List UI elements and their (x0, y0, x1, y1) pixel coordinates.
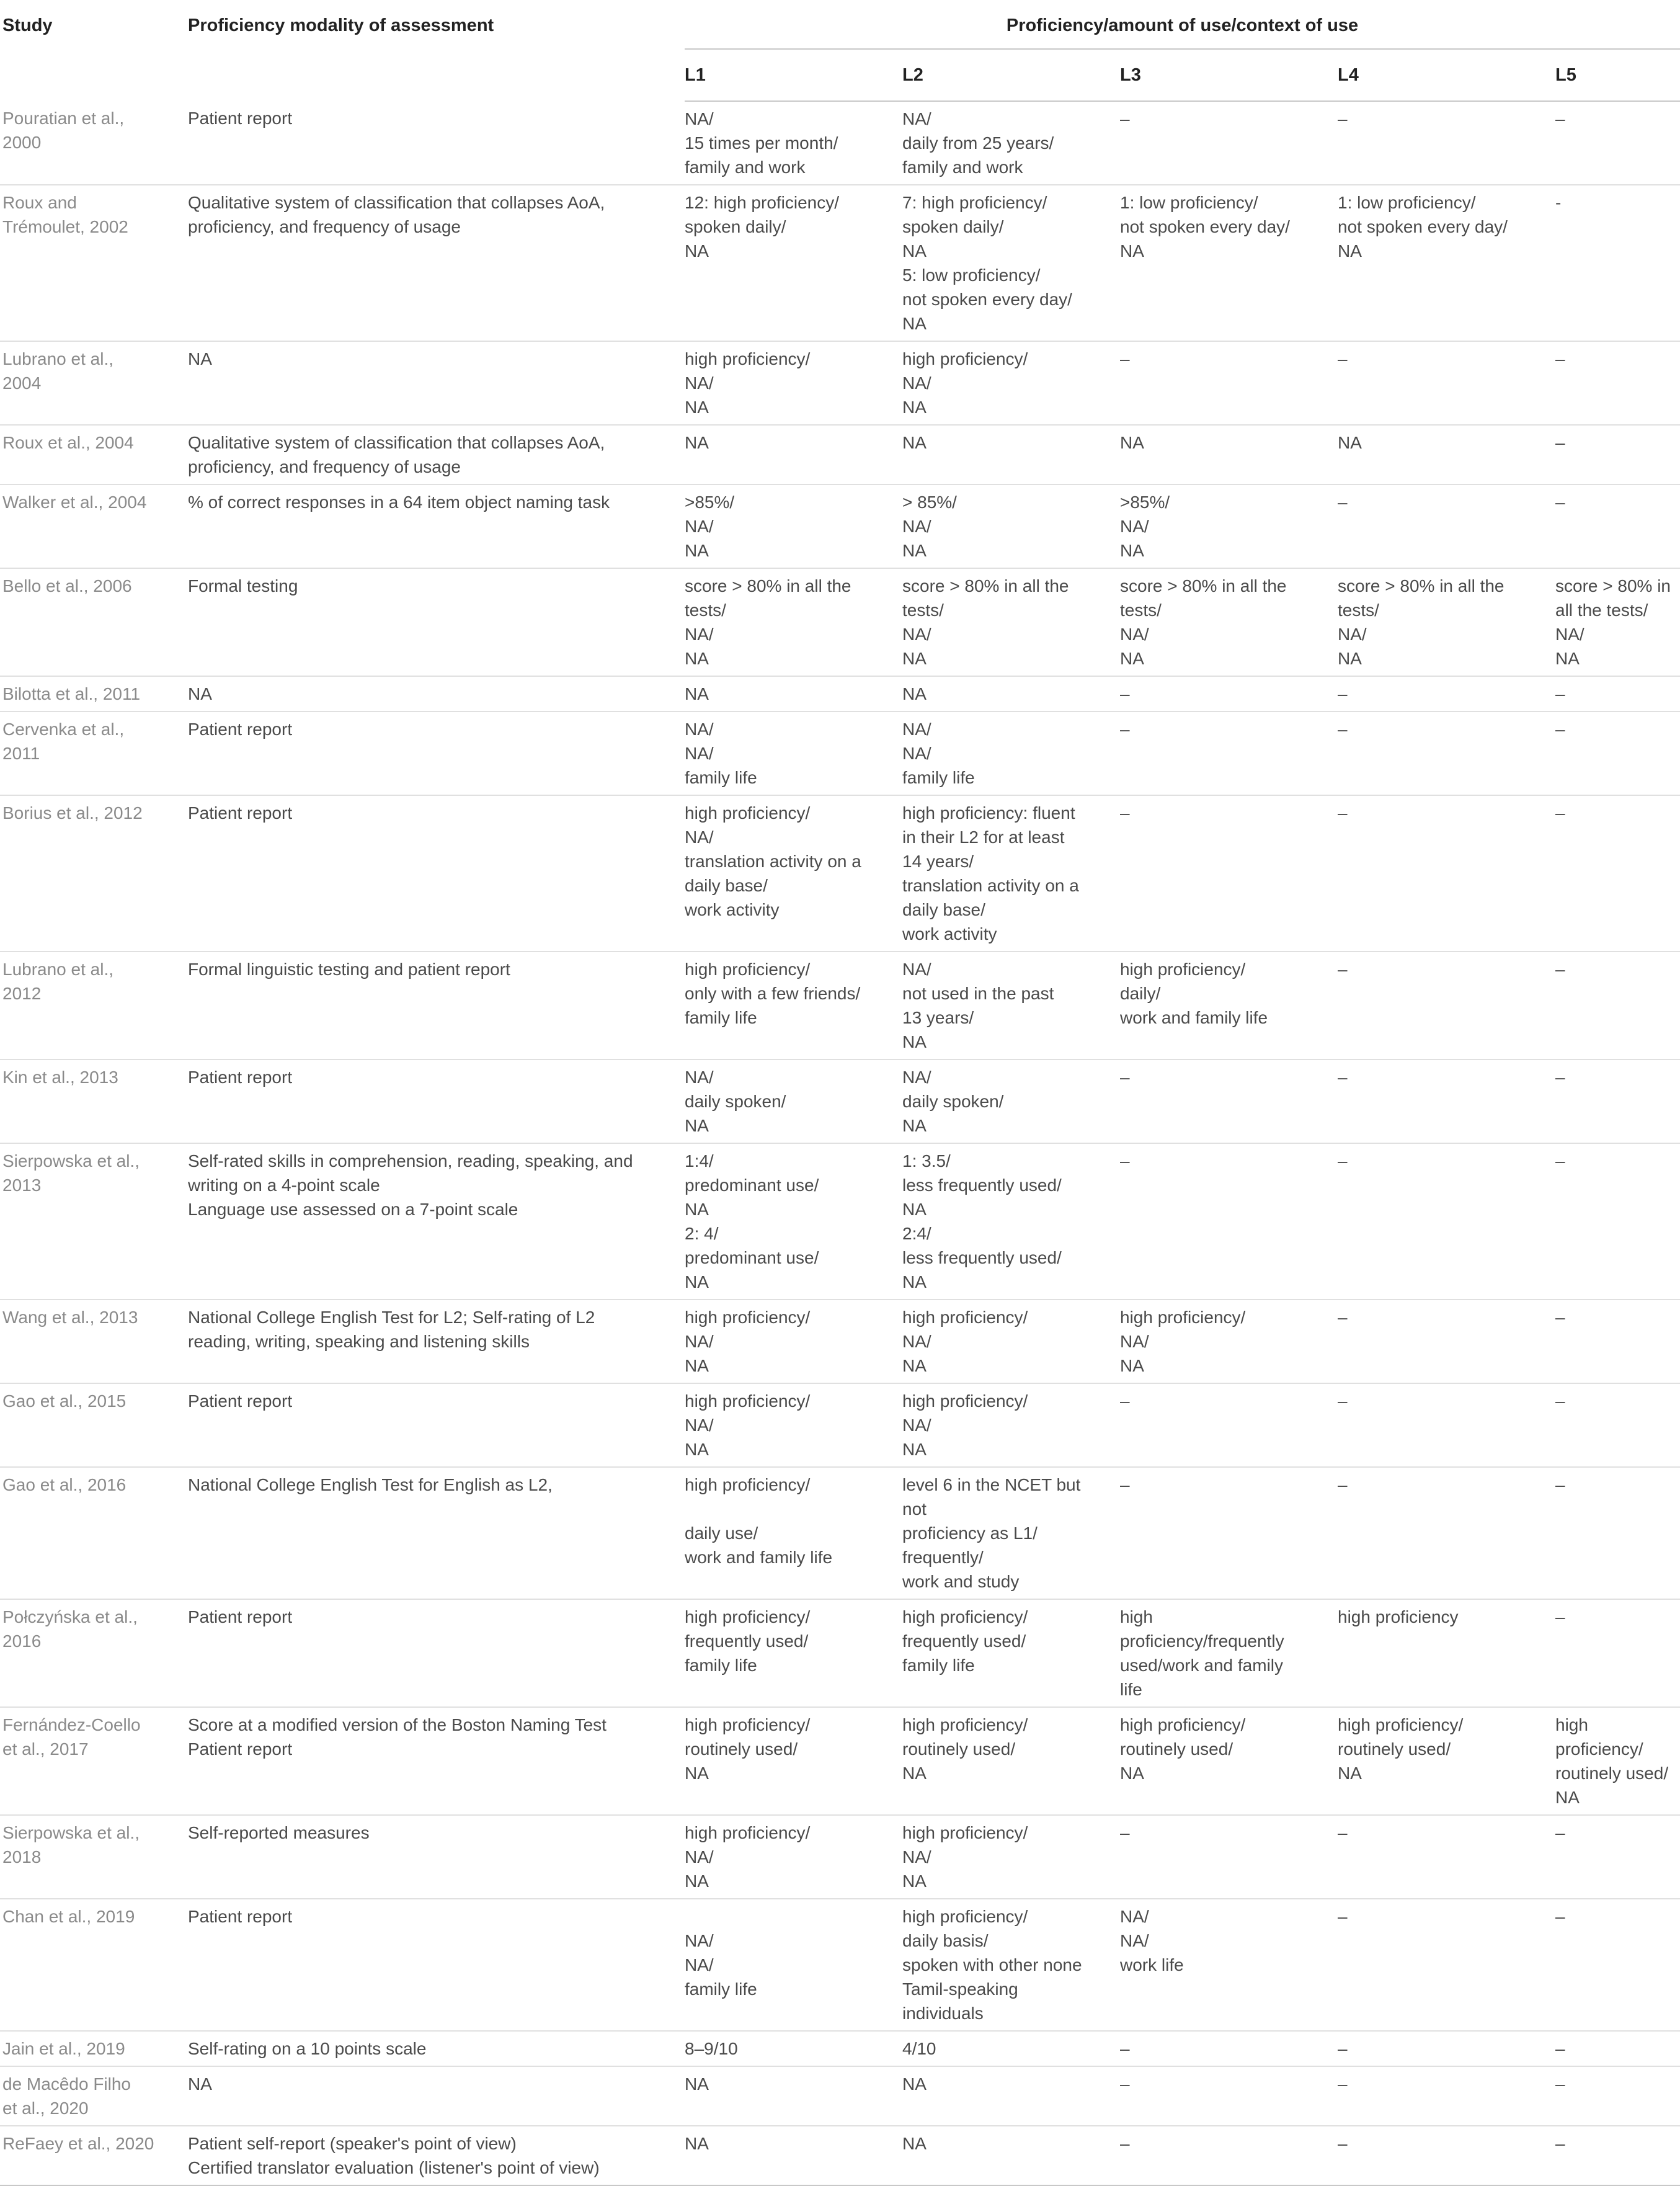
table-row (0, 1060, 1680, 1143)
l2-cell: NA (902, 676, 1120, 712)
l4-cell: – (1338, 341, 1555, 425)
l3-cell: >85%/ NA/ NA (1120, 484, 1338, 568)
l3-cell: – (1120, 2126, 1338, 2185)
header-modality: Proficiency modality of assessment (188, 16, 494, 35)
l4-cell: high proficiency (1338, 1599, 1555, 1707)
l1-cell: score > 80% in all the tests/ NA/ NA (685, 568, 902, 676)
l4-cell: – (1338, 952, 1555, 1060)
modality-cell: Patient report (188, 1899, 685, 2031)
table-row (0, 1599, 1680, 1707)
study-cell: ReFaey et al., 2020 (0, 2126, 188, 2185)
l5-cell: – (1555, 1060, 1680, 1143)
l4-cell: high proficiency/ routinely used/ NA (1338, 1707, 1555, 1815)
l3-cell: – (1120, 2066, 1338, 2126)
table-row (0, 795, 1680, 952)
l2-cell: NA (902, 425, 1120, 484)
l3-cell: score > 80% in all the tests/ NA/ NA (1120, 568, 1338, 676)
study-cell: Jain et al., 2019 (0, 2031, 188, 2066)
l2-cell: > 85%/ NA/ NA (902, 484, 1120, 568)
l2-cell: 7: high proficiency/ spoken daily/ NA 5: low proficiency/ not spoken every day/ NA (902, 185, 1120, 341)
modality-cell: NA (188, 676, 685, 712)
modality-cell: Self-reported measures (188, 1815, 685, 1899)
l1-cell: NA/ daily spoken/ NA (685, 1060, 902, 1143)
l1-cell: high proficiency/ NA/ translation activity on a daily base/ work activity (685, 795, 902, 952)
l3-cell: – (1120, 1467, 1338, 1599)
l1-cell: high proficiency/ NA/ NA (685, 1815, 902, 1899)
l2-cell: high proficiency/ daily basis/ spoken with other none Tamil-speaking individuals (902, 1899, 1120, 2031)
l1-cell: NA (685, 2066, 902, 2126)
l1-cell: NA/ 15 times per month/ family and work (685, 101, 902, 185)
l1-cell: NA (685, 425, 902, 484)
l3-cell: – (1120, 1060, 1338, 1143)
l2-cell: score > 80% in all the tests/ NA/ NA (902, 568, 1120, 676)
study-cell: Roux et al., 2004 (0, 425, 188, 484)
l5-cell: – (1555, 1815, 1680, 1899)
l2-cell: high proficiency/ NA/ NA (902, 1815, 1120, 1899)
study-cell: Gao et al., 2015 (0, 1383, 188, 1467)
study-cell: Fernández-Coello et al., 2017 (0, 1707, 188, 1815)
study-cell: Borius et al., 2012 (0, 795, 188, 952)
l1-cell: NA/ NA/ family life (685, 1899, 902, 2031)
l3-cell: high proficiency/frequently used/work and family life (1120, 1599, 1338, 1707)
l2-cell: high proficiency/ NA/ NA (902, 1300, 1120, 1383)
table-row (0, 676, 1680, 712)
l4-cell: – (1338, 795, 1555, 952)
table-row (0, 1300, 1680, 1383)
l3-cell: high proficiency/ NA/ NA (1120, 1300, 1338, 1383)
l5-cell: – (1555, 101, 1680, 185)
l4-cell: – (1338, 712, 1555, 795)
l3-cell: high proficiency/ routinely used/ NA (1120, 1707, 1338, 1815)
l4-cell: – (1338, 1467, 1555, 1599)
study-cell: Pouratian et al., 2000 (0, 101, 188, 185)
study-cell: Lubrano et al., 2004 (0, 341, 188, 425)
l3-cell: – (1120, 1383, 1338, 1467)
study-cell: Wang et al., 2013 (0, 1300, 188, 1383)
l4-cell: – (1338, 2126, 1555, 2185)
table-row (0, 2126, 1680, 2185)
modality-cell: Qualitative system of classification that collapses AoA, proficiency, and frequency of usage (188, 185, 685, 341)
l5-cell: – (1555, 2126, 1680, 2185)
l4-cell: – (1338, 1383, 1555, 1467)
l3-cell: 1: low proficiency/ not spoken every day/ NA (1120, 185, 1338, 341)
l1-cell: high proficiency/ NA/ NA (685, 1383, 902, 1467)
study-cell: de Macêdo Filho et al., 2020 (0, 2066, 188, 2126)
l1-cell: 8–9/10 (685, 2031, 902, 2066)
l2-cell: level 6 in the NCET but not proficiency as L1/ frequently/ work and study (902, 1467, 1120, 1599)
table-row (0, 185, 1680, 341)
study-cell: Lubrano et al., 2012 (0, 952, 188, 1060)
l3-cell: – (1120, 1143, 1338, 1300)
table-row (0, 1815, 1680, 1899)
l5-cell: – (1555, 484, 1680, 568)
l4-cell: – (1338, 1143, 1555, 1300)
l4-cell: – (1338, 676, 1555, 712)
l4-cell: 1: low proficiency/ not spoken every day/ NA (1338, 185, 1555, 341)
table-row (0, 568, 1680, 676)
study-cell: Kin et al., 2013 (0, 1060, 188, 1143)
l4-cell: NA (1338, 425, 1555, 484)
modality-cell: Patient report (188, 795, 685, 952)
l2-cell: high proficiency: fluent in their L2 for at least 14 years/ translation activity on a daily base/ work activity (902, 795, 1120, 952)
l4-cell: – (1338, 1060, 1555, 1143)
modality-cell: NA (188, 2066, 685, 2126)
l2-cell: 4/10 (902, 2031, 1120, 2066)
table-header (0, 4, 1680, 101)
study-cell: Walker et al., 2004 (0, 484, 188, 568)
header-l4: L4 (1338, 49, 1555, 101)
study-cell: Gao et al., 2016 (0, 1467, 188, 1599)
study-cell: Cervenka et al., 2011 (0, 712, 188, 795)
modality-cell: National College English Test for English as L2, (188, 1467, 685, 1599)
l1-cell: >85%/ NA/ NA (685, 484, 902, 568)
proficiency-table (0, 4, 1680, 2186)
l5-cell: – (1555, 425, 1680, 484)
table-row (0, 484, 1680, 568)
l4-cell: – (1338, 1899, 1555, 2031)
header-l5: L5 (1555, 49, 1680, 101)
header-proficiency-group: Proficiency/amount of use/context of use (685, 4, 1680, 49)
table-row (0, 1707, 1680, 1815)
l2-cell: NA/ daily from 25 years/ family and work (902, 101, 1120, 185)
table-row (0, 712, 1680, 795)
l3-cell: – (1120, 795, 1338, 952)
modality-cell: Patient report (188, 101, 685, 185)
l5-cell: – (1555, 1899, 1680, 2031)
l2-cell: 1: 3.5/ less frequently used/ NA 2:4/ less frequently used/ NA (902, 1143, 1120, 1300)
l5-cell: – (1555, 1383, 1680, 1467)
l3-cell: NA (1120, 425, 1338, 484)
l1-cell: NA (685, 676, 902, 712)
l3-cell: – (1120, 2031, 1338, 2066)
l3-cell: high proficiency/ daily/ work and family life (1120, 952, 1338, 1060)
table-row (0, 952, 1680, 1060)
l5-cell: – (1555, 1467, 1680, 1599)
table-row (0, 425, 1680, 484)
l3-cell: – (1120, 101, 1338, 185)
table-row (0, 2066, 1680, 2126)
l4-cell: – (1338, 1300, 1555, 1383)
table-row (0, 1383, 1680, 1467)
l5-cell: – (1555, 712, 1680, 795)
l1-cell: 1:4/ predominant use/ NA 2: 4/ predominant use/ NA (685, 1143, 902, 1300)
modality-cell: Formal testing (188, 568, 685, 676)
l2-cell: NA (902, 2066, 1120, 2126)
l2-cell: NA/ NA/ family life (902, 712, 1120, 795)
modality-cell: Patient report (188, 1599, 685, 1707)
header-l1: L1 (685, 49, 902, 101)
l5-cell: – (1555, 952, 1680, 1060)
l4-cell: – (1338, 2066, 1555, 2126)
l1-cell: high proficiency/ daily use/ work and family life (685, 1467, 902, 1599)
modality-cell: National College English Test for L2; Self-rating of L2 reading, writing, speaking and listening skills (188, 1300, 685, 1383)
table-row (0, 1899, 1680, 2031)
l1-cell: NA (685, 2126, 902, 2185)
l2-cell: NA/ daily spoken/ NA (902, 1060, 1120, 1143)
l5-cell: – (1555, 795, 1680, 952)
l1-cell: high proficiency/ NA/ NA (685, 341, 902, 425)
l4-cell: – (1338, 101, 1555, 185)
l1-cell: high proficiency/ routinely used/ NA (685, 1707, 902, 1815)
l1-cell: high proficiency/ frequently used/ family life (685, 1599, 902, 1707)
modality-cell: Patient report (188, 1383, 685, 1467)
table-row (0, 1467, 1680, 1599)
l3-cell: – (1120, 712, 1338, 795)
l5-cell: – (1555, 341, 1680, 425)
l5-cell: – (1555, 1300, 1680, 1383)
l4-cell: score > 80% in all the tests/ NA/ NA (1338, 568, 1555, 676)
study-cell: Bilotta et al., 2011 (0, 676, 188, 712)
study-cell: Chan et al., 2019 (0, 1899, 188, 2031)
l5-cell: – (1555, 2066, 1680, 2126)
l5-cell: high proficiency/ routinely used/ NA (1555, 1707, 1680, 1815)
l2-cell: high proficiency/ NA/ NA (902, 1383, 1120, 1467)
l5-cell: – (1555, 2031, 1680, 2066)
modality-cell: NA (188, 341, 685, 425)
l4-cell: – (1338, 2031, 1555, 2066)
l5-cell: – (1555, 1143, 1680, 1300)
table-row (0, 2031, 1680, 2066)
l3-cell: NA/ NA/ work life (1120, 1899, 1338, 2031)
study-cell: Sierpowska et al., 2013 (0, 1143, 188, 1300)
l3-cell: – (1120, 341, 1338, 425)
table-body (0, 101, 1680, 2185)
modality-cell: Qualitative system of classification that collapses AoA, proficiency, and frequency of usage (188, 425, 685, 484)
header-study: Study (2, 16, 53, 35)
l2-cell: high proficiency/ NA/ NA (902, 341, 1120, 425)
table-row (0, 1143, 1680, 1300)
table-row (0, 101, 1680, 185)
l3-cell: – (1120, 1815, 1338, 1899)
study-cell: Roux and Trémoulet, 2002 (0, 185, 188, 341)
l2-cell: high proficiency/ frequently used/ family life (902, 1599, 1120, 1707)
modality-cell: Patient report (188, 712, 685, 795)
header-l2: L2 (902, 49, 1120, 101)
l1-cell: NA/ NA/ family life (685, 712, 902, 795)
l2-cell: NA/ not used in the past 13 years/ NA (902, 952, 1120, 1060)
l1-cell: 12: high proficiency/ spoken daily/ NA (685, 185, 902, 341)
l5-cell: - (1555, 185, 1680, 341)
l3-cell: – (1120, 676, 1338, 712)
modality-cell: Self-rating on a 10 points scale (188, 2031, 685, 2066)
modality-cell: Formal linguistic testing and patient report (188, 952, 685, 1060)
modality-cell: Patient self-report (speaker's point of view) Certified translator evaluation (listener's point of view) (188, 2126, 685, 2185)
l5-cell: – (1555, 1599, 1680, 1707)
header-l3: L3 (1120, 49, 1338, 101)
l5-cell: score > 80% in all the tests/ NA/ NA (1555, 568, 1680, 676)
l4-cell: – (1338, 1815, 1555, 1899)
l1-cell: high proficiency/ only with a few friends/ family life (685, 952, 902, 1060)
l1-cell: high proficiency/ NA/ NA (685, 1300, 902, 1383)
modality-cell: Score at a modified version of the Boston Naming Test Patient report (188, 1707, 685, 1815)
l4-cell: – (1338, 484, 1555, 568)
l2-cell: NA (902, 2126, 1120, 2185)
l2-cell: high proficiency/ routinely used/ NA (902, 1707, 1120, 1815)
l5-cell: – (1555, 676, 1680, 712)
study-cell: Bello et al., 2006 (0, 568, 188, 676)
modality-cell: % of correct responses in a 64 item object naming task (188, 484, 685, 568)
study-cell: Sierpowska et al., 2018 (0, 1815, 188, 1899)
study-cell: Połczyńska et al., 2016 (0, 1599, 188, 1707)
header-row-1 (0, 4, 1680, 49)
table-row (0, 341, 1680, 425)
modality-cell: Patient report (188, 1060, 685, 1143)
modality-cell: Self-rated skills in comprehension, reading, speaking, and writing on a 4-point scale Language use assessed on a 7-point scale (188, 1143, 685, 1300)
